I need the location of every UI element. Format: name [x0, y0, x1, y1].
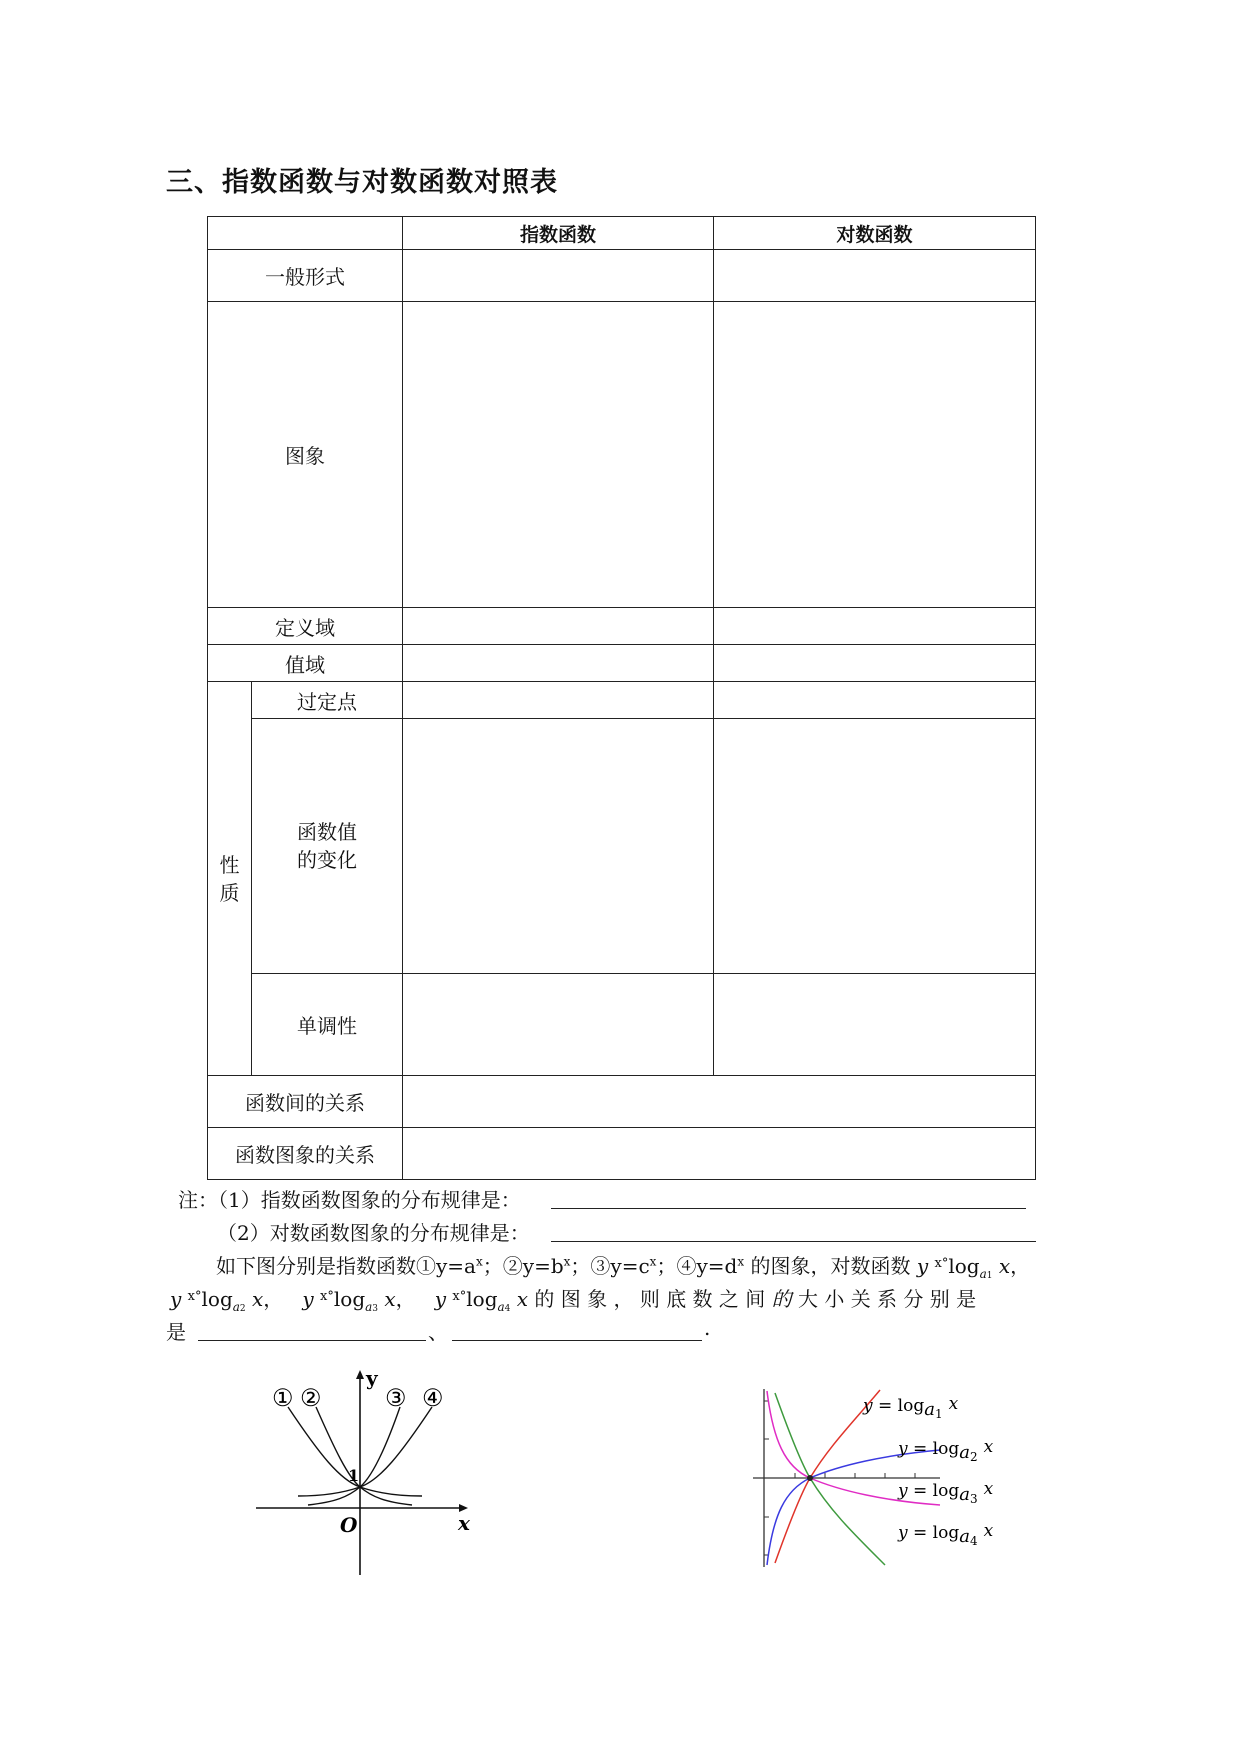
cell-exp-range[interactable] [403, 645, 714, 682]
cell-log-fixed-point[interactable] [714, 682, 1036, 719]
cell-exp-fixed-point[interactable] [403, 682, 714, 719]
row-label-relation-functions: 函数间的关系 [208, 1076, 403, 1128]
comparison-table [207, 216, 1036, 1180]
origin-label: O [340, 1513, 358, 1537]
cell-exp-monotonicity[interactable] [403, 974, 714, 1076]
cell-relation-graphs[interactable] [403, 1128, 1036, 1180]
x-axis-label: x [458, 1511, 470, 1535]
paragraph-line-1: 如下图分别是指数函数$①y=a^x$；$②y=b^x$；$③y=c^x$；$④y=d^x$ 的图象，对数函数 y $^{x^\circ}\log_{a1}$ x， [216, 1254, 1031, 1281]
answer-period: . [704, 1316, 711, 1340]
note-2-blank[interactable] [551, 1241, 1036, 1242]
para-tail-2: 大 小 关 系 分 别 是 [797, 1287, 977, 1311]
func-3: ；③y=c [570, 1254, 650, 1278]
log-base-4: a [497, 1300, 505, 1314]
log-base-2: a [232, 1300, 240, 1314]
log-sub-4: 4 [504, 1304, 511, 1314]
log-sub-1: 1 [986, 1271, 993, 1281]
row-label-monotonicity: 单调性 [252, 974, 403, 1076]
log-base-1: a [979, 1267, 987, 1281]
row-label-properties [208, 682, 252, 1076]
header-empty [208, 217, 403, 250]
curve-label-1: ① [272, 1384, 294, 1412]
para-tail-italic: 的 [771, 1287, 792, 1311]
row-label-general-form: 一般形式 [208, 250, 403, 302]
cell-log-value-change[interactable] [714, 719, 1036, 974]
para-tail: 的 图 象 ， 则 底 数 之 间 [534, 1287, 766, 1311]
row-label-relation-graphs: 函数图象的关系 [208, 1128, 403, 1180]
note-1-blank[interactable] [551, 1208, 1026, 1209]
row-label-graph: 图象 [208, 302, 403, 608]
log-curve-4 [775, 1393, 885, 1565]
properties-char-1: 性 [219, 852, 240, 877]
log-label-1: y = loga1 x [863, 1394, 959, 1421]
para-line-3-start: 是 [166, 1320, 186, 1344]
cell-exp-general-form[interactable] [403, 250, 714, 302]
cell-log-domain[interactable] [714, 608, 1036, 645]
note-1: 注：（1）指数函数图象的分布规律是： [178, 1188, 521, 1212]
logarithmic-graphs-figure [745, 1385, 1025, 1570]
log-label-4: y = loga4 x [898, 1521, 994, 1548]
para-mid: 的图象，对数函数 [750, 1254, 911, 1278]
cell-log-graph[interactable] [714, 302, 1036, 608]
answer-separator: 、 [428, 1320, 448, 1344]
page-title: 三、指数函数与对数函数对照表 [166, 167, 558, 198]
properties-char-2: 质 [219, 880, 240, 905]
note-2: （2）对数函数图象的分布规律是： [217, 1221, 530, 1245]
log-labels [862, 1394, 994, 1548]
answer-blank-2[interactable] [452, 1340, 702, 1341]
para-intro: 如下图分别是指数函数 [216, 1254, 416, 1278]
cell-log-monotonicity[interactable] [714, 974, 1036, 1076]
fixed-point-dot [807, 1475, 813, 1481]
row-label-domain: 定义域 [208, 608, 403, 645]
header-logarithmic: 对数函数 [714, 217, 1036, 250]
cell-exp-domain[interactable] [403, 608, 714, 645]
log-label-2: y = loga2 x [898, 1437, 994, 1464]
header-exponential: 指数函数 [403, 217, 714, 250]
answer-blank-1[interactable] [198, 1340, 426, 1341]
y-axis-label: y [366, 1366, 378, 1390]
log-sub-3: 3 [372, 1304, 379, 1314]
value-change-line-1: 函数值 [297, 820, 357, 844]
cell-exp-graph[interactable] [403, 302, 714, 608]
row-label-fixed-point: 过定点 [252, 682, 403, 719]
y-axis-arrow [356, 1370, 364, 1379]
log-base-3: a [365, 1300, 373, 1314]
row-label-value-change [252, 719, 403, 974]
value-change-line-2: 的变化 [297, 848, 357, 872]
log-curve-2 [767, 1450, 940, 1565]
curve-label-4: ④ [422, 1384, 444, 1412]
cell-relation-functions[interactable] [403, 1076, 1036, 1128]
intercept-label: 1 [348, 1466, 360, 1485]
row-label-range: 值域 [208, 645, 403, 682]
log-label-3: y = loga3 x [898, 1479, 994, 1506]
func-2: ；②y=b [482, 1254, 564, 1278]
func-1: ①y=a [416, 1254, 476, 1278]
paragraph-line-2: y $^{x^\circ}\log_{a2}$ x， y $^{x^\circ}\log_{a3}$ x， y $^{x^\circ}\log_{a4}$ x 的 图 象 ， 则 底 数 之 间 的 大 小 关 系 分 别 是 [170, 1287, 977, 1314]
func-4: ；④y=d [656, 1254, 738, 1278]
curve-label-2: ② [300, 1384, 322, 1412]
exponential-graphs-figure [250, 1365, 480, 1580]
curve-label-3: ③ [385, 1384, 407, 1412]
log-sub-2: 2 [239, 1304, 246, 1314]
cell-log-general-form[interactable] [714, 250, 1036, 302]
cell-exp-value-change[interactable] [403, 719, 714, 974]
cell-log-range[interactable] [714, 645, 1036, 682]
